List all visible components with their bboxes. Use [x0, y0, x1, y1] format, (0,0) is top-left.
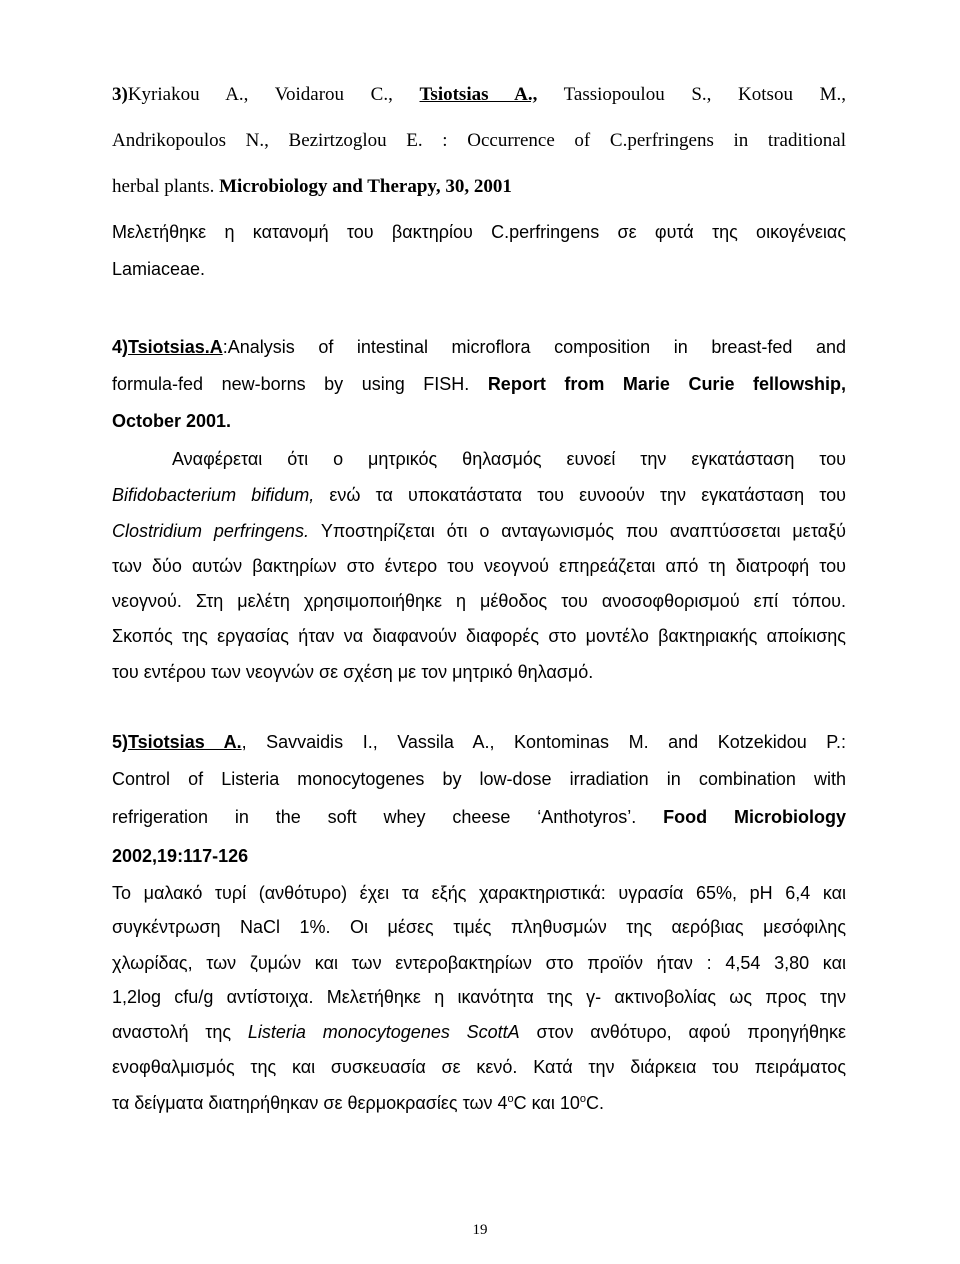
summary-5-line-2: συγκέντρωση NaCl 1%. Οι μέσες τιμές πληθυσμών της αερόβιας μεσόφιλης	[112, 917, 846, 937]
summary-5-line-3: χλωρίδας, των ζυμών και των εντεροβακτηρίων στο προϊόν ήταν : 4,54 3,80 και	[112, 953, 846, 973]
summary-4-line-5: νεογνού. Στη μελέτη χρησιμοποιήθηκε η μέθοδος του ανοσοφθορισμού επί τόπου.	[112, 591, 846, 611]
reference-5-line-3: refrigeration in the soft whey cheese ‘Anthotyros’. Food Microbiology	[112, 807, 846, 827]
reference-4-line-3: October 2001.	[112, 411, 232, 431]
summary-4-line-1: Αναφέρεται ότι ο μητρικός θηλασμός ευνοεί την εγκατάσταση του	[172, 449, 846, 469]
summary-5-line-7: τα δείγματα διατηρήθηκαν σε θερμοκρασίες των 4$^o$C και 10$^o$C.	[112, 1093, 604, 1113]
summary-4-line-3: Clostridium perfringens. Υποστηρίζεται ότι ο ανταγωνισμός που αναπτύσσεται μεταξύ	[112, 521, 846, 541]
summary-5-line-5: αναστολή της Listeria monocytogenes ScottA στον ανθότυρο, αφού προηγήθηκε	[112, 1022, 846, 1042]
reference-3-line-2: Andrikopoulos N., Bezirtzoglou E. : Occurrence of C.perfringens in traditional	[112, 130, 846, 151]
author-highlight: Tsiotsias A.	[128, 732, 242, 752]
document-page	[112, 0, 846, 1264]
summary-4-line-4: των δύο αυτών βακτηρίων στο έντερο του νεογνού επηρεάζεται από τη διατροφή του	[112, 556, 846, 576]
reference-3-line-1: 3)Kyriakou A., Voidarou C., Tsiotsias A., Tassiopoulou S., Kotsou M.,	[112, 84, 846, 105]
summary-5-line-6: ενοφθαλμισμός της και συσκευασία σε κενό. Κατά την διάρκεια του πειράματος	[112, 1057, 846, 1077]
report-name: Report from Marie Curie fellowship,	[487, 374, 846, 394]
reference-5-line-4: 2002,19:117-126	[112, 846, 249, 866]
summary-3-line-1: Μελετήθηκε η κατανομή του βακτηρίου C.perfringens σε φυτά της οικογένειας	[112, 222, 846, 242]
reference-3-line-3: herbal plants. Microbiology and Therapy, 30, 2001	[112, 176, 512, 197]
author-highlight: Tsiotsias A.,	[419, 84, 538, 105]
summary-3-line-2: Lamiaceae.	[112, 259, 206, 279]
reference-5-line-2: Control of Listeria monocytogenes by low-dose irradiation in combination with	[112, 769, 846, 789]
page-number: 19	[472, 1222, 488, 1238]
summary-4-line-6: Σκοπός της εργασίας ήταν να διαφανούν διαφορές στο μοντέλο βακτηριακής αποίκισης	[112, 626, 846, 646]
journal-name: Microbiology and Therapy, 30, 2001	[219, 176, 512, 197]
reference-5-line-1: 5)Tsiotsias A., Savvaidis I., Vassila A., Kontominas M. and Kotzekidou P.:	[112, 732, 846, 752]
journal-name: Food Microbiology	[663, 807, 846, 827]
summary-4-line-7: του εντέρου των νεογνών σε σχέση με τον μητρικό θηλασμό.	[112, 662, 594, 682]
summary-4-line-2: Bifidobacterium bifidum, ενώ τα υποκατάστατα του ευνοούν την εγκατάσταση του	[112, 485, 847, 505]
reference-4-line-2: formula-fed new-borns by using FISH. Report from Marie Curie fellowship,	[112, 374, 846, 394]
summary-5-line-4: 1,2log cfu/g αντίστοιχα. Μελετήθηκε η ικανότητα της γ- ακτινοβολίας ως προς την	[112, 987, 846, 1007]
summary-5-line-1: Το μαλακό τυρί (ανθότυρο) έχει τα εξής χαρακτηριστικά: υγρασία 65%, pH 6,4 και	[112, 883, 846, 903]
author-highlight: Tsiotsias.A	[128, 337, 223, 357]
reference-4-line-1: 4)Tsiotsias.A:Analysis of intestinal microflora composition in breast-fed and	[112, 337, 846, 357]
